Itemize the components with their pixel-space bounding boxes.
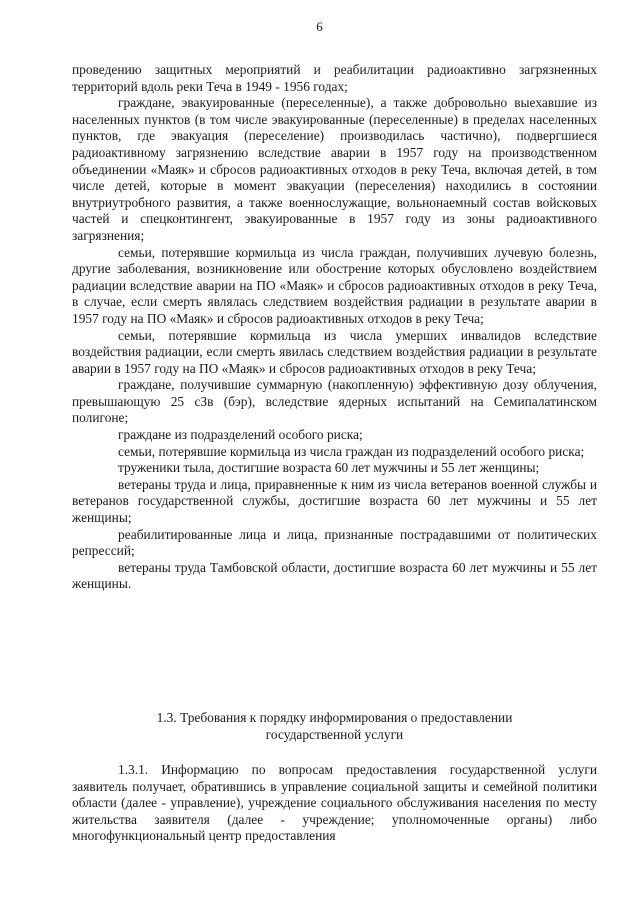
eligibility-list bbox=[72, 62, 597, 593]
paragraph: ветераны труда и лица, приравненные к ним из числа ветеранов военной службы и ветеранов государственной службы, достигшие возраста 60 лет мужчины и 55 лет женщины; bbox=[72, 476, 597, 526]
paragraph: семьи, потерявшие кормильца из числа умерших инвалидов вследствие воздействия радиации, если смерть явилась следствием воздействия радиации в результате аварии в 1957 году на ПО «Маяк» и сбросов радиоактивных отходов в реку Теча; bbox=[72, 327, 597, 376]
section-paragraph: 1.3.1. Информацию по вопросам предоставления государственной услуги заявитель получает, обратившись в управление социальной защиты и семейной политики области (далее - управление), учреждение социального обслуживания населения по месту жительства заявителя (далее - учреждение; уполномоченные органы) либо многофункциональный центр предоставления bbox=[72, 762, 597, 844]
paragraph: реабилитированные лица и лица, признанные пострадавшими от политических репрессий; bbox=[72, 526, 597, 559]
paragraph: проведению защитных мероприятий и реабилитации радиоактивно загрязненных территорий вдоль реки Теча в 1949 - 1956 годах; bbox=[72, 62, 597, 94]
section-body bbox=[72, 762, 597, 845]
paragraph: семьи, потерявшие кормильца из числа граждан, получивших лучевую болезнь, другие заболевания, возникновение или обострение которых обусловлено воздействием радиации вследствие аварии на ПО «Маяк» и сбросов радиоактивных отходов в реку Теча, в случае, если смерть являлась следствием воздействия радиации в результате аварии в 1957 году на ПО «Маяк» и сбросов радиоактивных отходов в реку Теча; bbox=[72, 244, 597, 326]
paragraph: ветераны труда Тамбовской области, достигшие возраста 60 лет мужчины и 55 лет женщины. bbox=[72, 559, 597, 592]
section-heading bbox=[72, 710, 597, 743]
section-heading-line: 1.3. Требования к порядку информирования о предоставлении bbox=[156, 710, 513, 725]
page-number: 6 bbox=[316, 19, 323, 34]
paragraph: граждане из подразделений особого риска; bbox=[118, 427, 363, 443]
paragraph: труженики тыла, достигшие возраста 60 лет мужчины и 55 лет женщины; bbox=[118, 460, 540, 476]
paragraph: граждане, получившие суммарную (накопленную) эффективную дозу облучения, превышающую 25 сЗв (бэр), вследствие ядерных испытаний на Семипалатинском полигоне; bbox=[72, 377, 597, 426]
section-heading-line: государственной услуги bbox=[265, 726, 404, 742]
paragraph: семьи, потерявшие кормильца из числа граждан из подразделений особого риска; bbox=[118, 443, 585, 459]
paragraph: граждане, эвакуированные (переселенные), а также добровольно выехавшие из населенных пунктов (в том числе эвакуированные (переселенные) в пределах населенных пунктов, где эвакуация (переселение) производилась частично), подвергшиеся радиоактивному загрязнению вследствие аварии в 1957 году на производственном объединении «Маяк» и сбросов радиоактивных отходов в реку Теча, включая детей, в том числе детей, которые в момент эвакуации (переселения) находились в состоянии внутриутробного развития, а также военнослужащие, вольнонаемный состав войсковых частей и спецконтингент, эвакуированные в 1957 году из зоны радиоактивного загрязнения; bbox=[72, 95, 597, 243]
